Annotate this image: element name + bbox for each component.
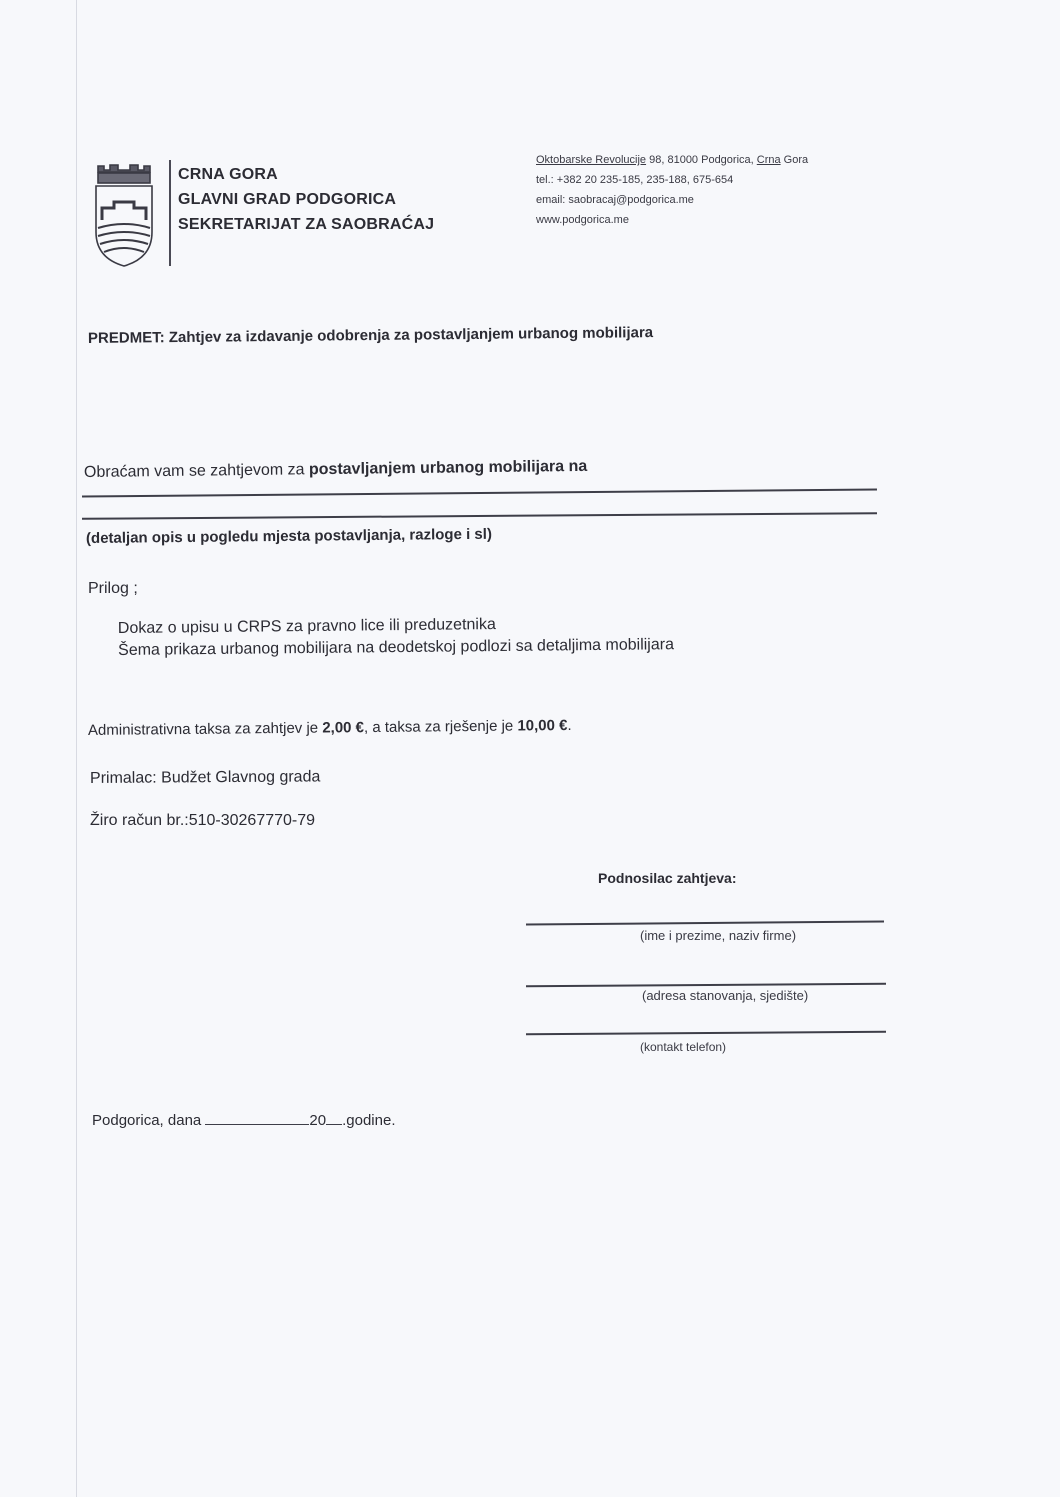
place-text: Podgorica, dana: [92, 1112, 206, 1129]
address-rest-b: Gora: [780, 154, 809, 166]
applicant-address-field[interactable]: [526, 983, 886, 988]
applicant-name-caption: (ime i prezime, naziv firme): [640, 928, 797, 943]
request-hint: (detaljan opis u pogledu mjesta postavljanja, razloge i sl): [85, 525, 492, 547]
address-country: Crna: [756, 154, 781, 166]
scan-edge-line: [76, 0, 77, 1497]
fee-text-c: .: [567, 716, 572, 734]
org-city: GLAVNI GRAD PODGORICA: [178, 191, 397, 208]
date-suffix: .godine.: [342, 1112, 396, 1129]
subject-line: [88, 324, 653, 347]
applicant-label: Podnosilac zahtjeva:: [598, 870, 737, 886]
contact-website: www.podgorica.me: [536, 214, 629, 226]
attachments-label: Prilog ;: [88, 580, 138, 597]
organization-name: [178, 162, 434, 237]
applicant-address-caption: (adresa stanovanja, sjedište): [642, 988, 809, 1003]
contact-email: email: saobracaj@podgorica.me: [536, 194, 694, 206]
attachment-item: Šema prikaza urbanog mobilijara na deodetskoj podlozi sa detaljima mobilijara: [118, 636, 675, 659]
applicant-phone-caption: (kontakt telefon): [640, 1040, 727, 1054]
contact-address: [536, 150, 808, 170]
fee-text-a: Administrativna taksa za zahtjev je: [87, 719, 323, 739]
contact-phone: tel.: +382 20 235-185, 235-188, 675-654: [536, 174, 734, 186]
address-rest-a: 98, 81000 Podgorica,: [646, 154, 757, 166]
fee-amount-request: 2,00 €: [322, 719, 365, 737]
contact-info: [536, 150, 808, 230]
fee-text-b: , a taksa za rješenje je: [363, 717, 518, 737]
year-prefix: 20: [309, 1112, 327, 1129]
payment-recipient: Primalac: Budžet Glavnog grada: [89, 768, 321, 787]
coat-of-arms-icon: [92, 162, 156, 268]
payment-account: Žiro račun br.:510-30267770-79: [90, 812, 316, 829]
address-street: Oktobarske Revolucije: [536, 154, 647, 166]
request-intro: Obraćam vam se zahtjevom za: [83, 461, 310, 481]
date-blank-field[interactable]: [205, 1110, 309, 1125]
attachment-item: Dokaz o upisu u CRPS za pravno lice ili preduzetnika: [117, 616, 496, 638]
org-secretariat: SEKRETARIJAT ZA SAOBRAĆAJ: [178, 216, 435, 233]
header-divider: [169, 160, 171, 266]
fee-line: [88, 717, 572, 739]
request-blank-line-1[interactable]: [82, 489, 877, 498]
fee-amount-decision: 10,00 €: [517, 716, 568, 735]
subject-text: Zahtjev za izdavanje odobrenja za postavljanjem urbanog mobilijara: [164, 324, 654, 347]
attachments-list: [118, 612, 674, 662]
applicant-phone-field[interactable]: [526, 1031, 886, 1036]
applicant-name-field[interactable]: [526, 920, 884, 925]
request-line: [84, 458, 587, 482]
request-bold: postavljanjem urbanog mobilijara na: [308, 457, 588, 479]
place-date-line: [92, 1110, 396, 1129]
year-blank-field[interactable]: [326, 1110, 342, 1125]
request-blank-line-2[interactable]: [82, 512, 877, 520]
subject-label: PREDMET:: [87, 329, 165, 347]
org-country: CRNA GORA: [178, 166, 278, 183]
